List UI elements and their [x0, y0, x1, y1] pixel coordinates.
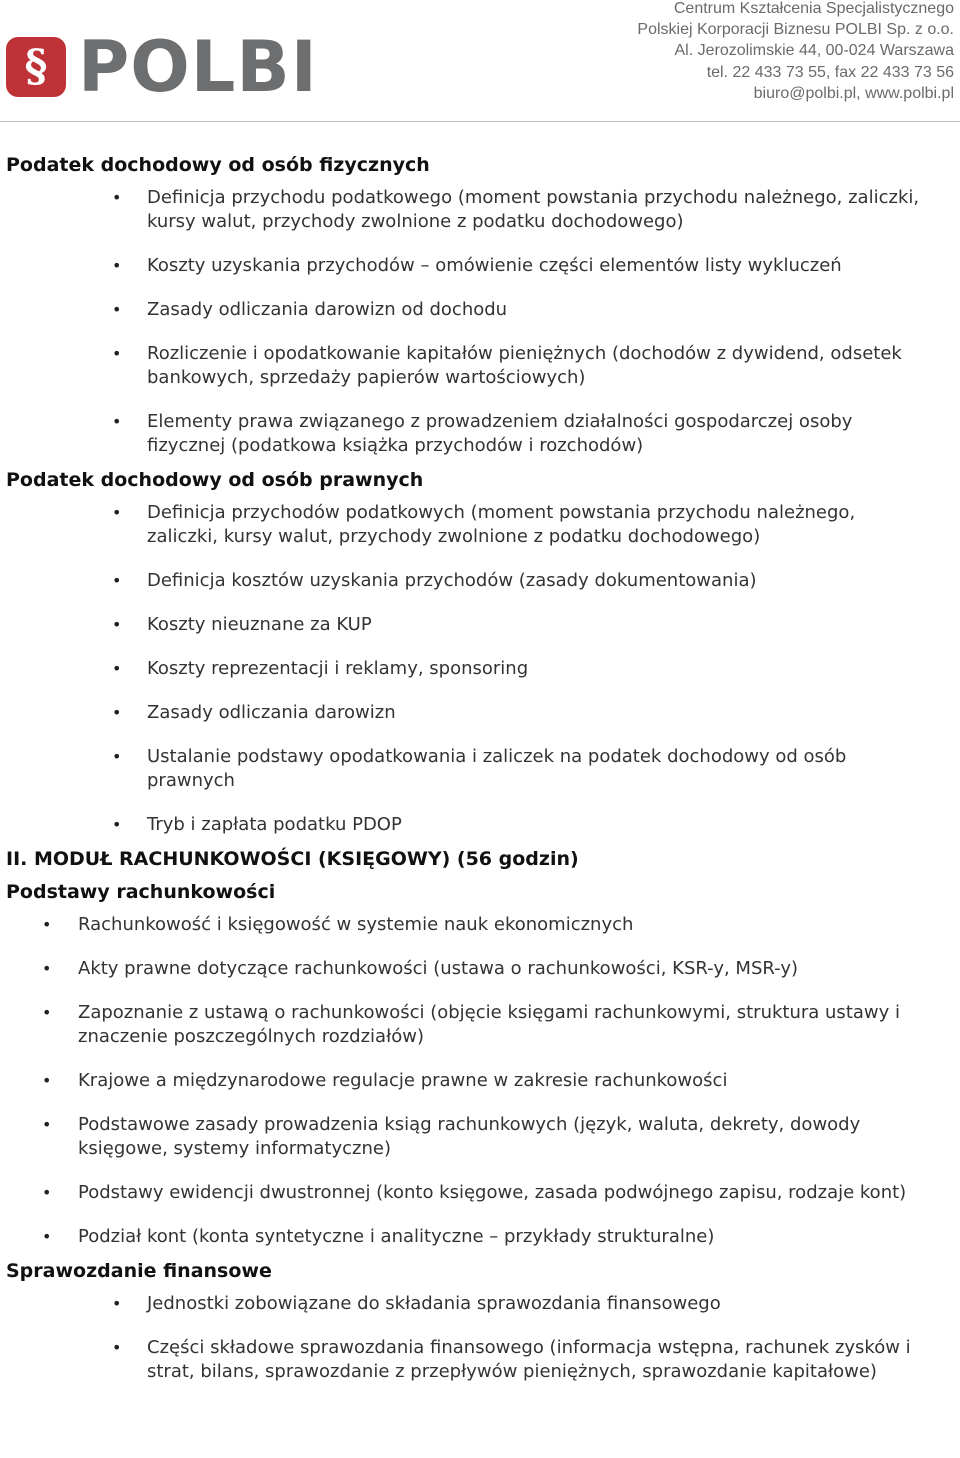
- list-item: • Akty prawne dotyczące rachunkowości (ustawa o rachunkowości, KSR-y, MSR-y): [42, 958, 799, 979]
- section-heading: Sprawozdanie finansowe: [6, 1260, 272, 1282]
- list-item: • Zapoznanie z ustawą o rachunkowości (objęcie księgami rachunkowymi, struktura ustawy i znaczenie poszczególnych rozdziałów): [42, 1002, 900, 1047]
- bullet-icon: •: [42, 959, 52, 978]
- company-address: Al. Jerozolimskie 44, 00-024 Warszawa: [674, 42, 954, 60]
- document-body: [0, 153, 960, 1394]
- company-info: [637, 0, 954, 104]
- bullet-icon: •: [112, 300, 122, 319]
- section-heading: Podstawy rachunkowości: [6, 881, 276, 903]
- bullet-icon: •: [112, 503, 122, 522]
- bullet-icon: •: [112, 747, 122, 766]
- bullet-icon: •: [42, 915, 52, 934]
- list-item: • Części składowe sprawozdania finansowego (informacja wstępna, rachunek zysków i strat, bilans, sprawozdanie z przepływów pieniężnych, sprawozdanie kapitałowe): [112, 1337, 911, 1382]
- bullet-icon: •: [112, 659, 122, 678]
- list-item: • Koszty uzyskania przychodów – omówienie części elementów listy wykluczeń: [112, 255, 842, 276]
- bullet-icon: •: [42, 1003, 52, 1022]
- list-item: • Ustalanie podstawy opodatkowania i zaliczek na podatek dochodowy od osób prawnych: [112, 746, 847, 791]
- module-title: II. MODUŁ RACHUNKOWOŚCI (KSIĘGOWY) (56 godzin): [6, 848, 579, 870]
- list-item: • Krajowe a międzynarodowe regulacje prawne w zakresie rachunkowości: [42, 1070, 728, 1091]
- list-item: • Jednostki zobowiązane do składania sprawozdania finansowego: [112, 1293, 721, 1314]
- bullet-icon: •: [112, 703, 122, 722]
- bullet-list: [0, 501, 960, 837]
- bullet-icon: •: [112, 256, 122, 275]
- bullet-icon: •: [42, 1227, 52, 1246]
- bullet-list: [0, 186, 960, 458]
- list-item: • Podstawy ewidencji dwustronnej (konto księgowe, zasada podwójnego zapisu, rodzaje kont): [42, 1182, 907, 1203]
- bullet-icon: •: [112, 1338, 122, 1357]
- list-item: • Definicja przychodów podatkowych (moment powstania przychodu należnego, zaliczki, kursy walut, przychody zwolnione z podatku dochodowego): [112, 502, 856, 547]
- company-line: Polskiej Korporacji Biznesu POLBI Sp. z o.o.: [637, 21, 954, 39]
- bullet-icon: •: [42, 1115, 52, 1134]
- list-item: • Rozliczenie i opodatkowanie kapitałów pieniężnych (dochodów z dywidend, odsetek bankowych, sprzedaży papierów wartościowych): [112, 343, 902, 388]
- bullet-icon: •: [42, 1071, 52, 1090]
- bullet-icon: •: [112, 615, 122, 634]
- list-item: • Zasady odliczania darowizn od dochodu: [112, 299, 508, 320]
- bullet-icon: •: [112, 412, 122, 431]
- section-heading: Podatek dochodowy od osób prawnych: [6, 469, 424, 491]
- page-header: [0, 0, 960, 122]
- list-item: • Koszty reprezentacji i reklamy, sponsoring: [112, 658, 529, 679]
- bullet-icon: •: [112, 344, 122, 363]
- polbi-logo: [6, 26, 318, 108]
- section-heading: Podatek dochodowy od osób fizycznych: [6, 154, 430, 176]
- header-divider: [0, 121, 960, 122]
- list-item: • Podział kont (konta syntetyczne i analityczne – przykłady strukturalne): [42, 1226, 715, 1247]
- section-sign-logo-icon: §: [6, 37, 66, 97]
- list-item: • Elementy prawa związanego z prowadzeniem działalności gospodarczej osoby fizycznej (podatkowa książka przychodów i rozchodów): [112, 411, 853, 456]
- bullet-icon: •: [112, 188, 122, 207]
- list-item: • Tryb i zapłata podatku PDOP: [112, 814, 402, 835]
- company-phone: tel. 22 433 73 55, fax 22 433 73 56: [706, 63, 954, 81]
- logo-text: POLBI: [78, 26, 318, 108]
- bullet-icon: •: [112, 815, 122, 834]
- list-item: • Zasady odliczania darowizn: [112, 702, 396, 723]
- bullet-list: [0, 1292, 960, 1384]
- bullet-icon: •: [112, 1294, 122, 1313]
- list-item: • Rachunkowość i księgowość w systemie nauk ekonomicznych: [42, 914, 634, 935]
- list-item: • Definicja przychodu podatkowego (moment powstania przychodu należnego, zaliczki, kursy walut, przychody zwolnione z podatku dochodowego): [112, 187, 920, 232]
- bullet-icon: •: [112, 571, 122, 590]
- list-item: • Definicja kosztów uzyskania przychodów (zasady dokumentowania): [112, 570, 757, 591]
- company-contact: biuro@polbi.pl, www.polbi.pl: [753, 84, 954, 102]
- list-item: • Koszty nieuznane za KUP: [112, 614, 372, 635]
- bullet-icon: •: [42, 1183, 52, 1202]
- list-item: • Podstawowe zasady prowadzenia ksiąg rachunkowych (język, waluta, dekrety, dowody księgowe, systemy informatyczne): [42, 1114, 861, 1159]
- company-line: Centrum Kształcenia Specjalistycznego: [673, 0, 954, 17]
- bullet-list: [0, 913, 960, 1249]
